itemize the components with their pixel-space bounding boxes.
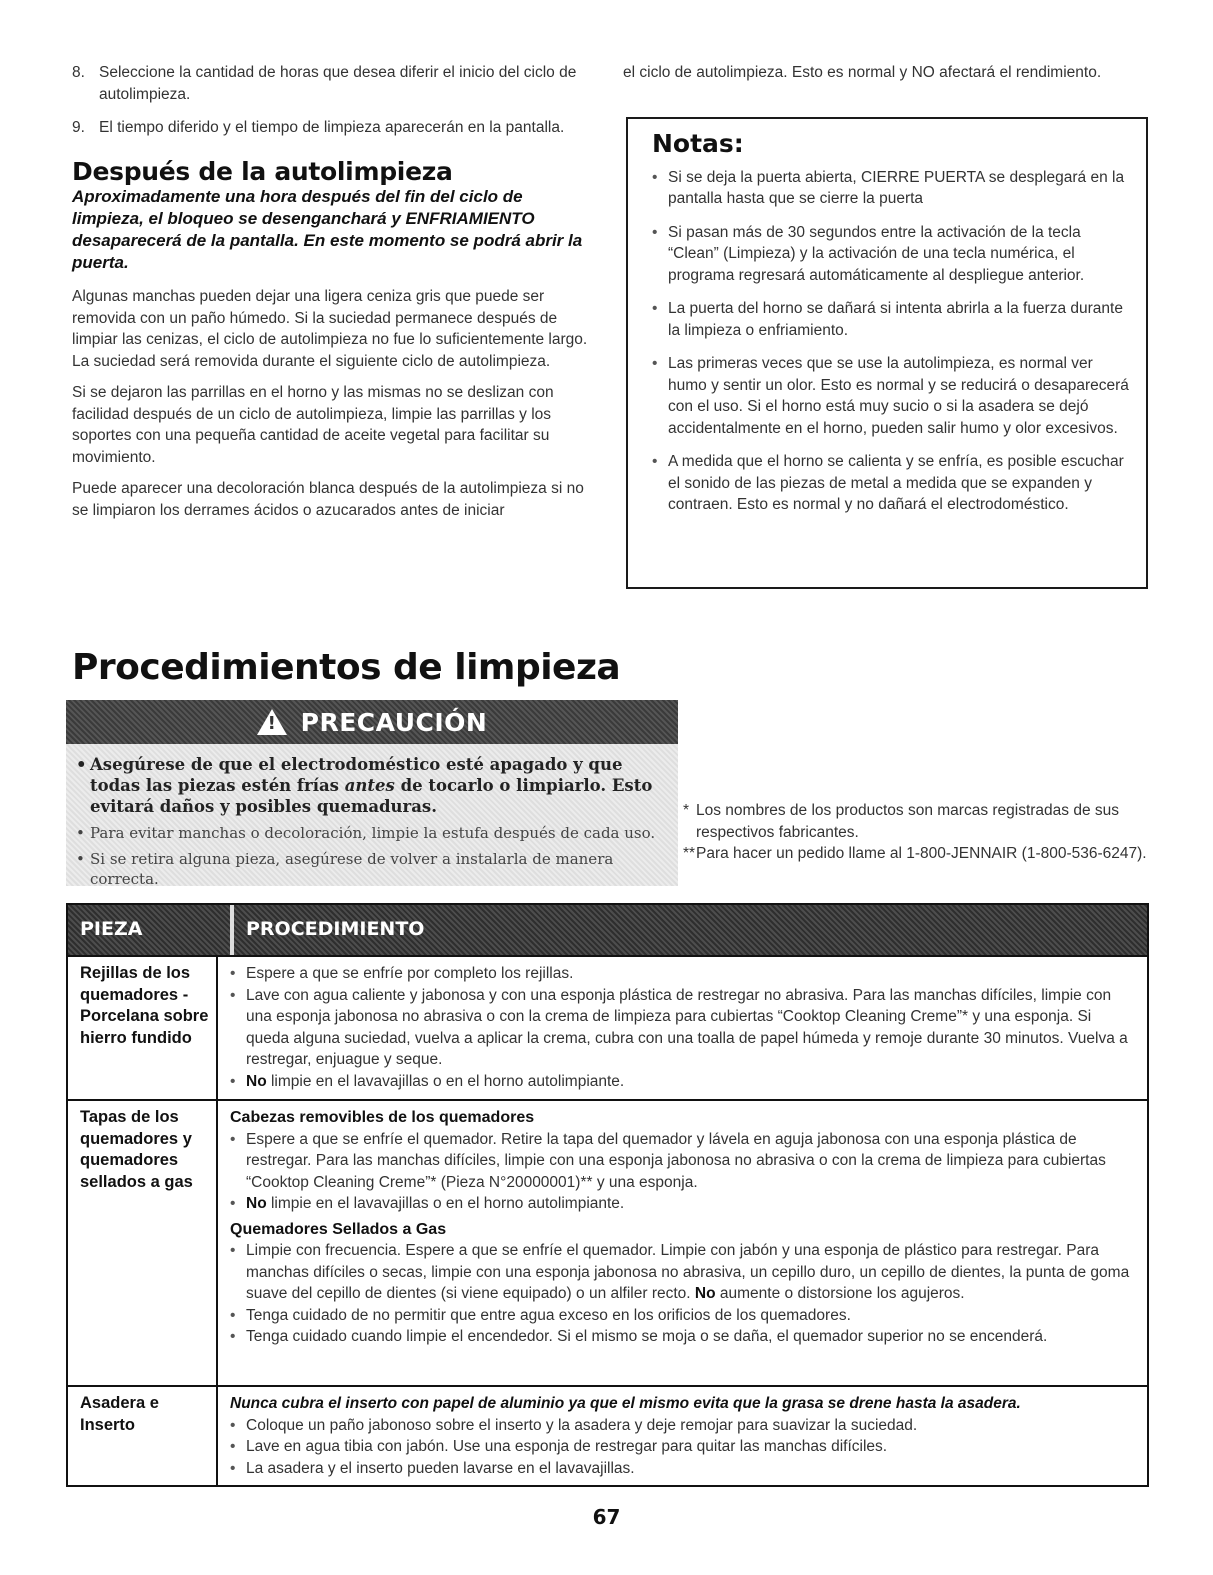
procedure-text: No limpie en el lavavajillas o en el horno autolimpiante. <box>246 1195 625 1212</box>
step-text: Seleccione la cantidad de horas que desea diferir el inicio del ciclo de autolimpieza. <box>99 64 577 103</box>
procedure-text: Limpie con frecuencia. Espere a que se enfríe el quemador. Limpie con jabón y una esponja de plástico para restregar. Para manchas difíciles o secas, limpie con una esponja jabonosa no abrasiva, un cepillo duro, un cepillo de dientes, la punta de goma suave del cepillo de dientes (si viene equipado) o un alfiler recto. No aumente o distorsione los agujeros. <box>246 1242 1130 1302</box>
procedure-text: La asadera y el inserto pueden lavarse en el lavavajillas. <box>246 1459 635 1477</box>
after-clean-heading: Después de la autolimpieza <box>72 156 453 186</box>
bullet-icon: • <box>652 453 658 470</box>
procedure-text: Espere a que se enfríe el quemador. Retire la tapa del quemador y lávela en aguja jabonosa con una esponja plástica de restregar. Para las manchas difíciles, limpie con una esponja jabonosa no abrasiva o con la crema de limpieza para cubiertas “Cooktop Cleaning Creme”* (Pieza N°20000001)** y una esponja. <box>246 1130 1106 1191</box>
note-item <box>652 451 1130 516</box>
step-text: El tiempo diferido y el tiempo de limpieza aparecerán en la pantalla. <box>99 119 565 136</box>
note-text: A medida que el horno se calienta y se enfría, es posible escuchar el sonido de las piezas de metal a medida que se expanden y contraen. Esto es normal y no dañará el electrodoméstico. <box>668 453 1124 513</box>
note-item <box>652 298 1130 341</box>
bullet-icon: • <box>230 1130 236 1148</box>
bullet-icon: • <box>230 1459 236 1477</box>
note-text: La puerta del horno se dañará si intenta abrirla a la fuerza durante la limpieza o enfriamiento. <box>668 300 1123 339</box>
bullet-icon: • <box>76 824 85 842</box>
order-note <box>683 843 1153 865</box>
procedure-text: Lave con agua caliente y jabonosa y con una esponja plástica de restregar no abrasiva. Para las manchas difíciles, limpie con una esponja jabonosa no abrasiva o con la crema de limpieza para cubiertas “Cooktop Cleaning Creme”* y una esponja. Si queda alguna suciedad, vuelva a aplicar la crema, cubra con una toalla de papel húmeda y remoje durante 30 minutos. Vuelva a restregar, enjuague y seque. <box>246 986 1128 1068</box>
bullet-icon: • <box>230 965 236 982</box>
note-item <box>652 353 1130 439</box>
procedure-cell <box>218 957 1147 1099</box>
after-clean-lead: Aproximadamente una hora después del fin del ciclo de limpieza, el bloqueo se desenganchará y ENFRIAMIENTO desaparecerá de la pantalla. En este momento se podrá abrir la puerta. <box>72 187 583 272</box>
step-8 <box>72 62 594 105</box>
column-header-procedure: PROCEDIMIENTO <box>246 918 425 941</box>
caution-text: Si se retira alguna pieza, asegúrese de volver a instalarla de manera correcta. <box>90 850 614 888</box>
paragraph-continuation: el ciclo de autolimpieza. Esto es normal y NO afectará el rendimiento. <box>623 64 1102 81</box>
procedure-text: Tenga cuidado cuando limpie el encendedor. Si el mismo se moja o se daña, el quemador superior no se encenderá. <box>246 1328 1048 1345</box>
notes-box <box>626 117 1148 589</box>
piece-name: Rejillas de los quemadores - Porcelana sobre hierro fundido <box>68 957 218 1099</box>
bullet-icon: • <box>230 1072 236 1090</box>
caution-item <box>76 823 668 843</box>
bullet-icon: • <box>230 1438 236 1455</box>
subheading: Quemadores Sellados a Gas <box>230 1220 447 1238</box>
bullet-icon: • <box>230 1242 236 1259</box>
trademark-notes <box>683 800 1153 865</box>
table-row <box>68 1101 1147 1387</box>
warning-lead: Nunca cubra el inserto con papel de aluminio ya que el mismo evita que la grasa se drene hasta la asadera. <box>230 1395 1021 1412</box>
caution-text: Para evitar manchas o decoloración, limpie la estufa después de cada uso. <box>90 824 656 842</box>
step-9 <box>72 117 594 139</box>
bullet-icon: • <box>652 168 658 186</box>
note-text: Si pasan más de 30 segundos entre la activación de la tecla “Clean” (Limpieza) y la activación de una tecla numérica, el programa regresará automáticamente al despliegue anterior. <box>668 223 1085 284</box>
notes-title: Notas: <box>652 129 744 158</box>
bullet-icon: • <box>652 223 658 241</box>
subheading: Cabezas removibles de los quemadores <box>230 1109 535 1126</box>
procedure-text: Espere a que se enfríe por completo los rejillas. <box>246 965 574 982</box>
bullet-icon: • <box>230 1306 236 1324</box>
after-clean-paragraph-1: Algunas manchas pueden dejar una ligera ceniza gris que puede ser removida con un paño húmedo. Si la suciedad permanece después de limpiar las cenizas, el ciclo de autolimpieza no fue lo suficientemente largo. La suciedad será removida durante el siguiente ciclo de autolimpieza. <box>72 288 588 370</box>
table-row <box>68 1387 1147 1485</box>
piece-name: Tapas de los quemadores y quemadores sellados a gas <box>68 1101 218 1385</box>
footnote-mark: * <box>683 802 690 819</box>
after-clean-paragraph-3: Puede aparecer una decoloración blanca después de la autolimpieza si no se limpiaron los derrames ácidos o azucarados antes de iniciar <box>72 480 584 519</box>
procedure-cell <box>218 1387 1147 1485</box>
table-header <box>68 905 1147 957</box>
bullet-icon: • <box>230 1195 236 1212</box>
bullet-icon: • <box>230 1328 236 1345</box>
note-item <box>652 222 1130 287</box>
procedure-text: No limpie en el lavavajillas o en el horno autolimpiante. <box>246 1072 625 1090</box>
bullet-icon: • <box>230 1416 236 1434</box>
note-text: Las primeras veces que se use la autolimpieza, es normal ver humo y sentir un olor. Esto es normal y se reducirá o desaparecerá con el uso. Si el horno está muy sucio o si la asadera se dejó accidentalmente en el horno, pueden salir humo y olor excesivos. <box>668 355 1129 437</box>
after-clean-paragraph-2: Si se dejaron las parrillas en el horno y las mismas no se deslizan con facilidad después de un ciclo de autolimpieza, limpie las parrillas y los soportes con una pequeña cantidad de aceite vegetal para facilitar su movimiento. <box>72 384 554 466</box>
bullet-icon: • <box>652 355 658 372</box>
caution-header <box>66 700 678 744</box>
cleaning-table <box>66 903 1149 1487</box>
left-column <box>72 62 594 531</box>
table-row <box>68 957 1147 1101</box>
footnote-mark: ** <box>683 845 696 862</box>
procedure-text: Coloque un paño jabonoso sobre el inserto y la asadera y deje remojar para suavizar la suciedad. <box>246 1416 918 1434</box>
bullet-icon: • <box>76 755 87 774</box>
bullet-icon: • <box>76 850 85 868</box>
piece-name: Asadera e Inserto <box>68 1387 218 1485</box>
trademark-note <box>683 800 1153 843</box>
step-number: 9. <box>72 119 85 136</box>
procedure-text: Tenga cuidado de no permitir que entre agua exceso en los orificios de los quemadores. <box>246 1306 851 1324</box>
trademark-text: Los nombres de los productos son marcas registradas de sus respectivos fabricantes. <box>696 802 1120 841</box>
caution-item <box>76 754 668 817</box>
note-text: Si se deja la puerta abierta, CIERRE PUERTA se desplegará en la pantalla hasta que se cierre la puerta <box>668 168 1125 207</box>
column-header-piece: PIEZA <box>68 905 234 955</box>
warning-icon <box>257 709 287 735</box>
caution-item <box>76 849 668 889</box>
caution-text: Asegúrese de que el electrodoméstico esté apagado y que todas las piezas estén frías antes de tocarlo o limpiarlo. Esto evitará daños y posibles quemaduras. <box>90 755 653 816</box>
emphasis-text: antes <box>344 776 395 795</box>
caution-title: PRECAUCIÓN <box>300 707 488 737</box>
caution-box <box>66 700 678 886</box>
page-number: 67 <box>592 1505 621 1529</box>
bullet-icon: • <box>230 986 236 1004</box>
procedure-text: Lave en agua tibia con jabón. Use una esponja de restregar para quitar las manchas difíciles. <box>246 1438 888 1455</box>
procedure-cell <box>218 1101 1147 1385</box>
bullet-icon: • <box>652 300 658 317</box>
step-number: 8. <box>72 64 85 81</box>
note-item <box>652 167 1130 210</box>
procedures-heading: Procedimientos de limpieza <box>72 647 621 688</box>
order-text: Para hacer un pedido llame al 1-800-JENNAIR (1-800-536-6247). <box>696 845 1147 862</box>
